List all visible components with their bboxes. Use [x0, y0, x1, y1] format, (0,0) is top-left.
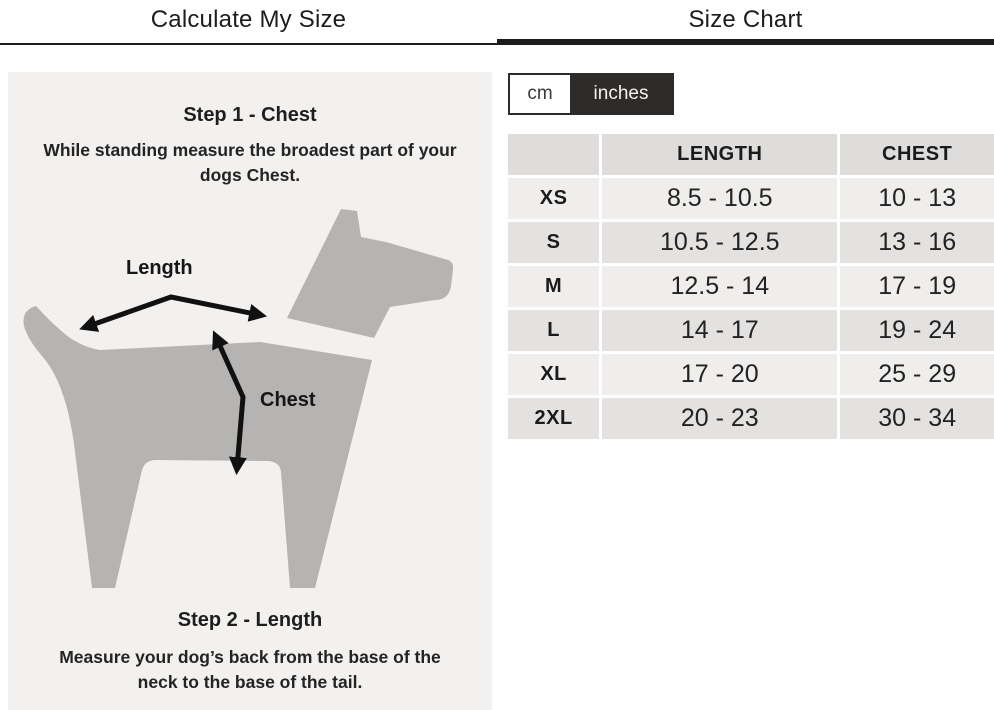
table-header-row — [508, 134, 994, 175]
main-content — [0, 72, 994, 710]
length-value: 17 - 20 — [602, 354, 837, 395]
size-label: 2XL — [508, 398, 599, 439]
table-row-2xl — [508, 398, 994, 439]
length-value: 20 - 23 — [602, 398, 837, 439]
unit-option-cm[interactable] — [510, 75, 570, 113]
tab-calculate-my-size[interactable] — [0, 0, 497, 45]
unit-inches-label: inches — [593, 83, 649, 104]
chest-diagram-label: Chest — [260, 389, 316, 411]
chest-column-header: CHEST — [840, 134, 994, 175]
tab-label: Size Chart — [688, 5, 803, 33]
chest-value: 25 - 29 — [840, 354, 994, 395]
dog-body-silhouette — [24, 306, 373, 588]
tab-size-chart[interactable] — [497, 0, 994, 45]
table-row-xl — [508, 354, 994, 395]
chest-value: 30 - 34 — [840, 398, 994, 439]
length-column-header: LENGTH — [602, 134, 837, 175]
chest-value: 10 - 13 — [840, 178, 994, 219]
step1-title: Step 1 - Chest — [183, 104, 317, 126]
size-chart-section — [508, 72, 994, 442]
tab-label: Calculate My Size — [150, 5, 347, 33]
size-label: S — [508, 222, 599, 263]
table-row-xs — [508, 178, 994, 219]
measurement-guide-panel — [8, 72, 492, 710]
length-value: 12.5 - 14 — [602, 266, 837, 307]
unit-cm-label: cm — [527, 83, 553, 104]
tab-underline — [0, 43, 497, 45]
unit-option-inches[interactable] — [570, 75, 672, 113]
step1-description: While standing measure the broadest part of your dogs Chest. — [43, 140, 457, 185]
length-value: 14 - 17 — [602, 310, 837, 351]
dog-head-silhouette — [287, 209, 453, 338]
length-value: 10.5 - 12.5 — [602, 222, 837, 263]
table-row-s — [508, 222, 994, 263]
table-row-l — [508, 310, 994, 351]
step2-description: Measure your dog’s back from the base of the neck to the base of the tail. — [59, 647, 441, 692]
length-arrow — [86, 297, 260, 327]
length-value: 8.5 - 10.5 — [602, 178, 837, 219]
size-column-header — [508, 134, 599, 175]
table-row-m — [508, 266, 994, 307]
chest-value: 17 - 19 — [840, 266, 994, 307]
size-label: XL — [508, 354, 599, 395]
active-tab-underline — [497, 39, 994, 45]
tab-bar — [0, 0, 994, 45]
step2-title: Step 2 - Length — [177, 609, 323, 631]
chest-value: 19 - 24 — [840, 310, 994, 351]
chest-value: 13 - 16 — [840, 222, 994, 263]
size-label: L — [508, 310, 599, 351]
size-label: M — [508, 266, 599, 307]
size-label: XS — [508, 178, 599, 219]
length-diagram-label: Length — [126, 257, 193, 279]
size-chart-table — [505, 131, 994, 442]
unit-toggle — [508, 73, 674, 115]
